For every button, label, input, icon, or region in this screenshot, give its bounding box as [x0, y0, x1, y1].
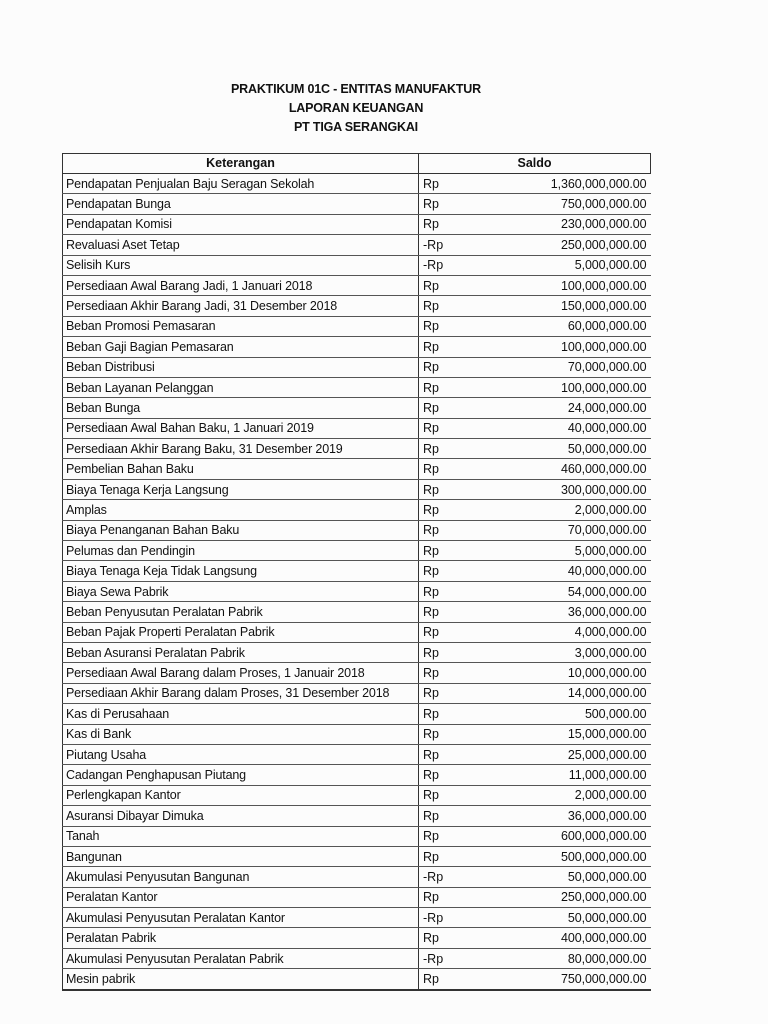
row-description: Beban Bunga: [63, 398, 419, 418]
row-description: Persediaan Awal Bahan Baku, 1 Januari 2019: [63, 418, 419, 438]
row-description: Amplas: [63, 500, 419, 520]
row-description: Persediaan Awal Barang dalam Proses, 1 Januair 2018: [63, 663, 419, 683]
table-row: [63, 826, 651, 846]
row-description: Persediaan Awal Barang Jadi, 1 Januari 2018: [63, 275, 419, 295]
row-description: Beban Pajak Properti Peralatan Pabrik: [63, 622, 419, 642]
table-row: [63, 704, 651, 724]
row-description: Pelumas dan Pendingin: [63, 541, 419, 561]
row-amount: 750,000,000.00: [459, 194, 651, 214]
table-row: [63, 235, 651, 255]
report-title-block: [0, 80, 712, 137]
report-title-course: PRAKTIKUM 01C - ENTITAS MANUFAKTUR: [231, 82, 481, 96]
row-currency: Rp: [419, 439, 459, 459]
row-currency: -Rp: [419, 235, 459, 255]
table-row: [63, 214, 651, 234]
row-amount: 460,000,000.00: [459, 459, 651, 479]
row-currency: Rp: [419, 296, 459, 316]
row-currency: Rp: [419, 846, 459, 866]
table-row: [63, 296, 651, 316]
row-description: Cadangan Penghapusan Piutang: [63, 765, 419, 785]
row-currency: Rp: [419, 826, 459, 846]
row-currency: Rp: [419, 418, 459, 438]
table-row: [63, 724, 651, 744]
row-amount: 40,000,000.00: [459, 418, 651, 438]
row-description: Kas di Perusahaan: [63, 704, 419, 724]
row-amount: 230,000,000.00: [459, 214, 651, 234]
row-currency: -Rp: [419, 948, 459, 968]
table-row: [63, 663, 651, 683]
table-row: [63, 948, 651, 968]
row-currency: Rp: [419, 683, 459, 703]
table-row: [63, 642, 651, 662]
row-description: Akumulasi Penyusutan Bangunan: [63, 867, 419, 887]
row-currency: Rp: [419, 806, 459, 826]
row-amount: 36,000,000.00: [459, 602, 651, 622]
table-row: [63, 357, 651, 377]
row-description: Biaya Sewa Pabrik: [63, 581, 419, 601]
report-title-type: LAPORAN KEUANGAN: [288, 101, 424, 115]
row-currency: Rp: [419, 581, 459, 601]
row-description: Biaya Tenaga Keja Tidak Langsung: [63, 561, 419, 581]
row-description: Mesin pabrik: [63, 969, 419, 990]
row-amount: 100,000,000.00: [459, 337, 651, 357]
row-currency: Rp: [419, 541, 459, 561]
row-amount: 40,000,000.00: [459, 561, 651, 581]
row-currency: Rp: [419, 744, 459, 764]
row-amount: 50,000,000.00: [459, 908, 651, 928]
row-description: Beban Penyusutan Peralatan Pabrik: [63, 602, 419, 622]
table-row: [63, 479, 651, 499]
row-description: Biaya Penanganan Bahan Baku: [63, 520, 419, 540]
row-amount: 100,000,000.00: [459, 275, 651, 295]
row-currency: Rp: [419, 275, 459, 295]
row-amount: 36,000,000.00: [459, 806, 651, 826]
table-row: [63, 806, 651, 826]
row-amount: 50,000,000.00: [459, 439, 651, 459]
row-amount: 400,000,000.00: [459, 928, 651, 948]
row-currency: Rp: [419, 377, 459, 397]
row-description: Pendapatan Bunga: [63, 194, 419, 214]
row-currency: Rp: [419, 194, 459, 214]
row-amount: 10,000,000.00: [459, 663, 651, 683]
row-currency: -Rp: [419, 867, 459, 887]
row-currency: Rp: [419, 724, 459, 744]
table-row: [63, 561, 651, 581]
table-row: [63, 418, 651, 438]
table-row: [63, 928, 651, 948]
table-row: [63, 765, 651, 785]
table-row: [63, 398, 651, 418]
row-currency: Rp: [419, 663, 459, 683]
row-description: Kas di Bank: [63, 724, 419, 744]
row-description: Peralatan Kantor: [63, 887, 419, 907]
row-amount: 250,000,000.00: [459, 235, 651, 255]
row-description: Peralatan Pabrik: [63, 928, 419, 948]
row-description: Tanah: [63, 826, 419, 846]
row-amount: 4,000,000.00: [459, 622, 651, 642]
table-row: [63, 683, 651, 703]
financial-table: [62, 153, 651, 991]
financial-table-container: [62, 153, 650, 991]
row-amount: 150,000,000.00: [459, 296, 651, 316]
row-description: Pembelian Bahan Baku: [63, 459, 419, 479]
table-row: [63, 785, 651, 805]
row-description: Akumulasi Penyusutan Peralatan Kantor: [63, 908, 419, 928]
row-amount: 24,000,000.00: [459, 398, 651, 418]
header-keterangan: Keterangan: [63, 154, 419, 174]
row-amount: 11,000,000.00: [459, 765, 651, 785]
table-body: [63, 174, 651, 990]
row-currency: Rp: [419, 704, 459, 724]
row-amount: 60,000,000.00: [459, 316, 651, 336]
row-description: Beban Promosi Pemasaran: [63, 316, 419, 336]
row-currency: Rp: [419, 969, 459, 990]
row-currency: Rp: [419, 785, 459, 805]
row-description: Beban Asuransi Peralatan Pabrik: [63, 642, 419, 662]
row-amount: 70,000,000.00: [459, 357, 651, 377]
row-currency: Rp: [419, 561, 459, 581]
table-row: [63, 337, 651, 357]
row-currency: Rp: [419, 174, 459, 194]
row-amount: 100,000,000.00: [459, 377, 651, 397]
table-row: [63, 174, 651, 194]
row-amount: 70,000,000.00: [459, 520, 651, 540]
table-row: [63, 255, 651, 275]
table-row: [63, 541, 651, 561]
row-description: Revaluasi Aset Tetap: [63, 235, 419, 255]
row-currency: Rp: [419, 622, 459, 642]
row-currency: Rp: [419, 642, 459, 662]
table-row: [63, 887, 651, 907]
row-amount: 1,360,000,000.00: [459, 174, 651, 194]
row-currency: Rp: [419, 765, 459, 785]
row-amount: 54,000,000.00: [459, 581, 651, 601]
row-currency: Rp: [419, 398, 459, 418]
row-description: Pendapatan Komisi: [63, 214, 419, 234]
row-amount: 300,000,000.00: [459, 479, 651, 499]
table-row: [63, 520, 651, 540]
table-row: [63, 500, 651, 520]
row-description: Akumulasi Penyusutan Peralatan Pabrik: [63, 948, 419, 968]
row-description: Beban Layanan Pelanggan: [63, 377, 419, 397]
row-amount: 5,000,000.00: [459, 541, 651, 561]
row-amount: 2,000,000.00: [459, 500, 651, 520]
row-amount: 25,000,000.00: [459, 744, 651, 764]
table-row: [63, 602, 651, 622]
row-amount: 80,000,000.00: [459, 948, 651, 968]
row-description: Beban Gaji Bagian Pemasaran: [63, 337, 419, 357]
row-description: Perlengkapan Kantor: [63, 785, 419, 805]
row-currency: Rp: [419, 500, 459, 520]
table-row: [63, 439, 651, 459]
row-description: Piutang Usaha: [63, 744, 419, 764]
table-row: [63, 459, 651, 479]
row-currency: Rp: [419, 887, 459, 907]
row-description: Biaya Tenaga Kerja Langsung: [63, 479, 419, 499]
row-currency: Rp: [419, 520, 459, 540]
row-currency: Rp: [419, 337, 459, 357]
header-saldo: Saldo: [419, 154, 651, 174]
row-description: Persediaan Akhir Barang Jadi, 31 Desember 2018: [63, 296, 419, 316]
row-currency: Rp: [419, 928, 459, 948]
table-row: [63, 194, 651, 214]
row-description: Beban Distribusi: [63, 357, 419, 377]
table-row: [63, 316, 651, 336]
row-amount: 500,000,000.00: [459, 846, 651, 866]
row-amount: 3,000,000.00: [459, 642, 651, 662]
row-currency: Rp: [419, 479, 459, 499]
table-row: [63, 908, 651, 928]
table-row: [63, 581, 651, 601]
row-amount: 15,000,000.00: [459, 724, 651, 744]
row-description: Persediaan Akhir Barang dalam Proses, 31 Desember 2018: [63, 683, 419, 703]
row-currency: Rp: [419, 459, 459, 479]
row-amount: 14,000,000.00: [459, 683, 651, 703]
row-currency: Rp: [419, 602, 459, 622]
row-amount: 2,000,000.00: [459, 785, 651, 805]
row-amount: 750,000,000.00: [459, 969, 651, 990]
row-currency: Rp: [419, 316, 459, 336]
row-currency: Rp: [419, 214, 459, 234]
table-row: [63, 377, 651, 397]
table-header-row: [63, 154, 651, 174]
row-description: Selisih Kurs: [63, 255, 419, 275]
row-description: Pendapatan Penjualan Baju Seragan Sekolah: [63, 174, 419, 194]
row-description: Persediaan Akhir Barang Baku, 31 Desember 2019: [63, 439, 419, 459]
table-row: [63, 744, 651, 764]
table-row: [63, 867, 651, 887]
table-row: [63, 969, 651, 990]
row-currency: -Rp: [419, 908, 459, 928]
row-description: Bangunan: [63, 846, 419, 866]
row-description: Asuransi Dibayar Dimuka: [63, 806, 419, 826]
report-title-company: PT TIGA SERANGKAI: [294, 120, 418, 134]
row-amount: 50,000,000.00: [459, 867, 651, 887]
row-amount: 600,000,000.00: [459, 826, 651, 846]
table-row: [63, 275, 651, 295]
row-currency: Rp: [419, 357, 459, 377]
row-currency: -Rp: [419, 255, 459, 275]
row-amount: 250,000,000.00: [459, 887, 651, 907]
table-row: [63, 622, 651, 642]
row-amount: 500,000.00: [459, 704, 651, 724]
row-amount: 5,000,000.00: [459, 255, 651, 275]
table-row: [63, 846, 651, 866]
